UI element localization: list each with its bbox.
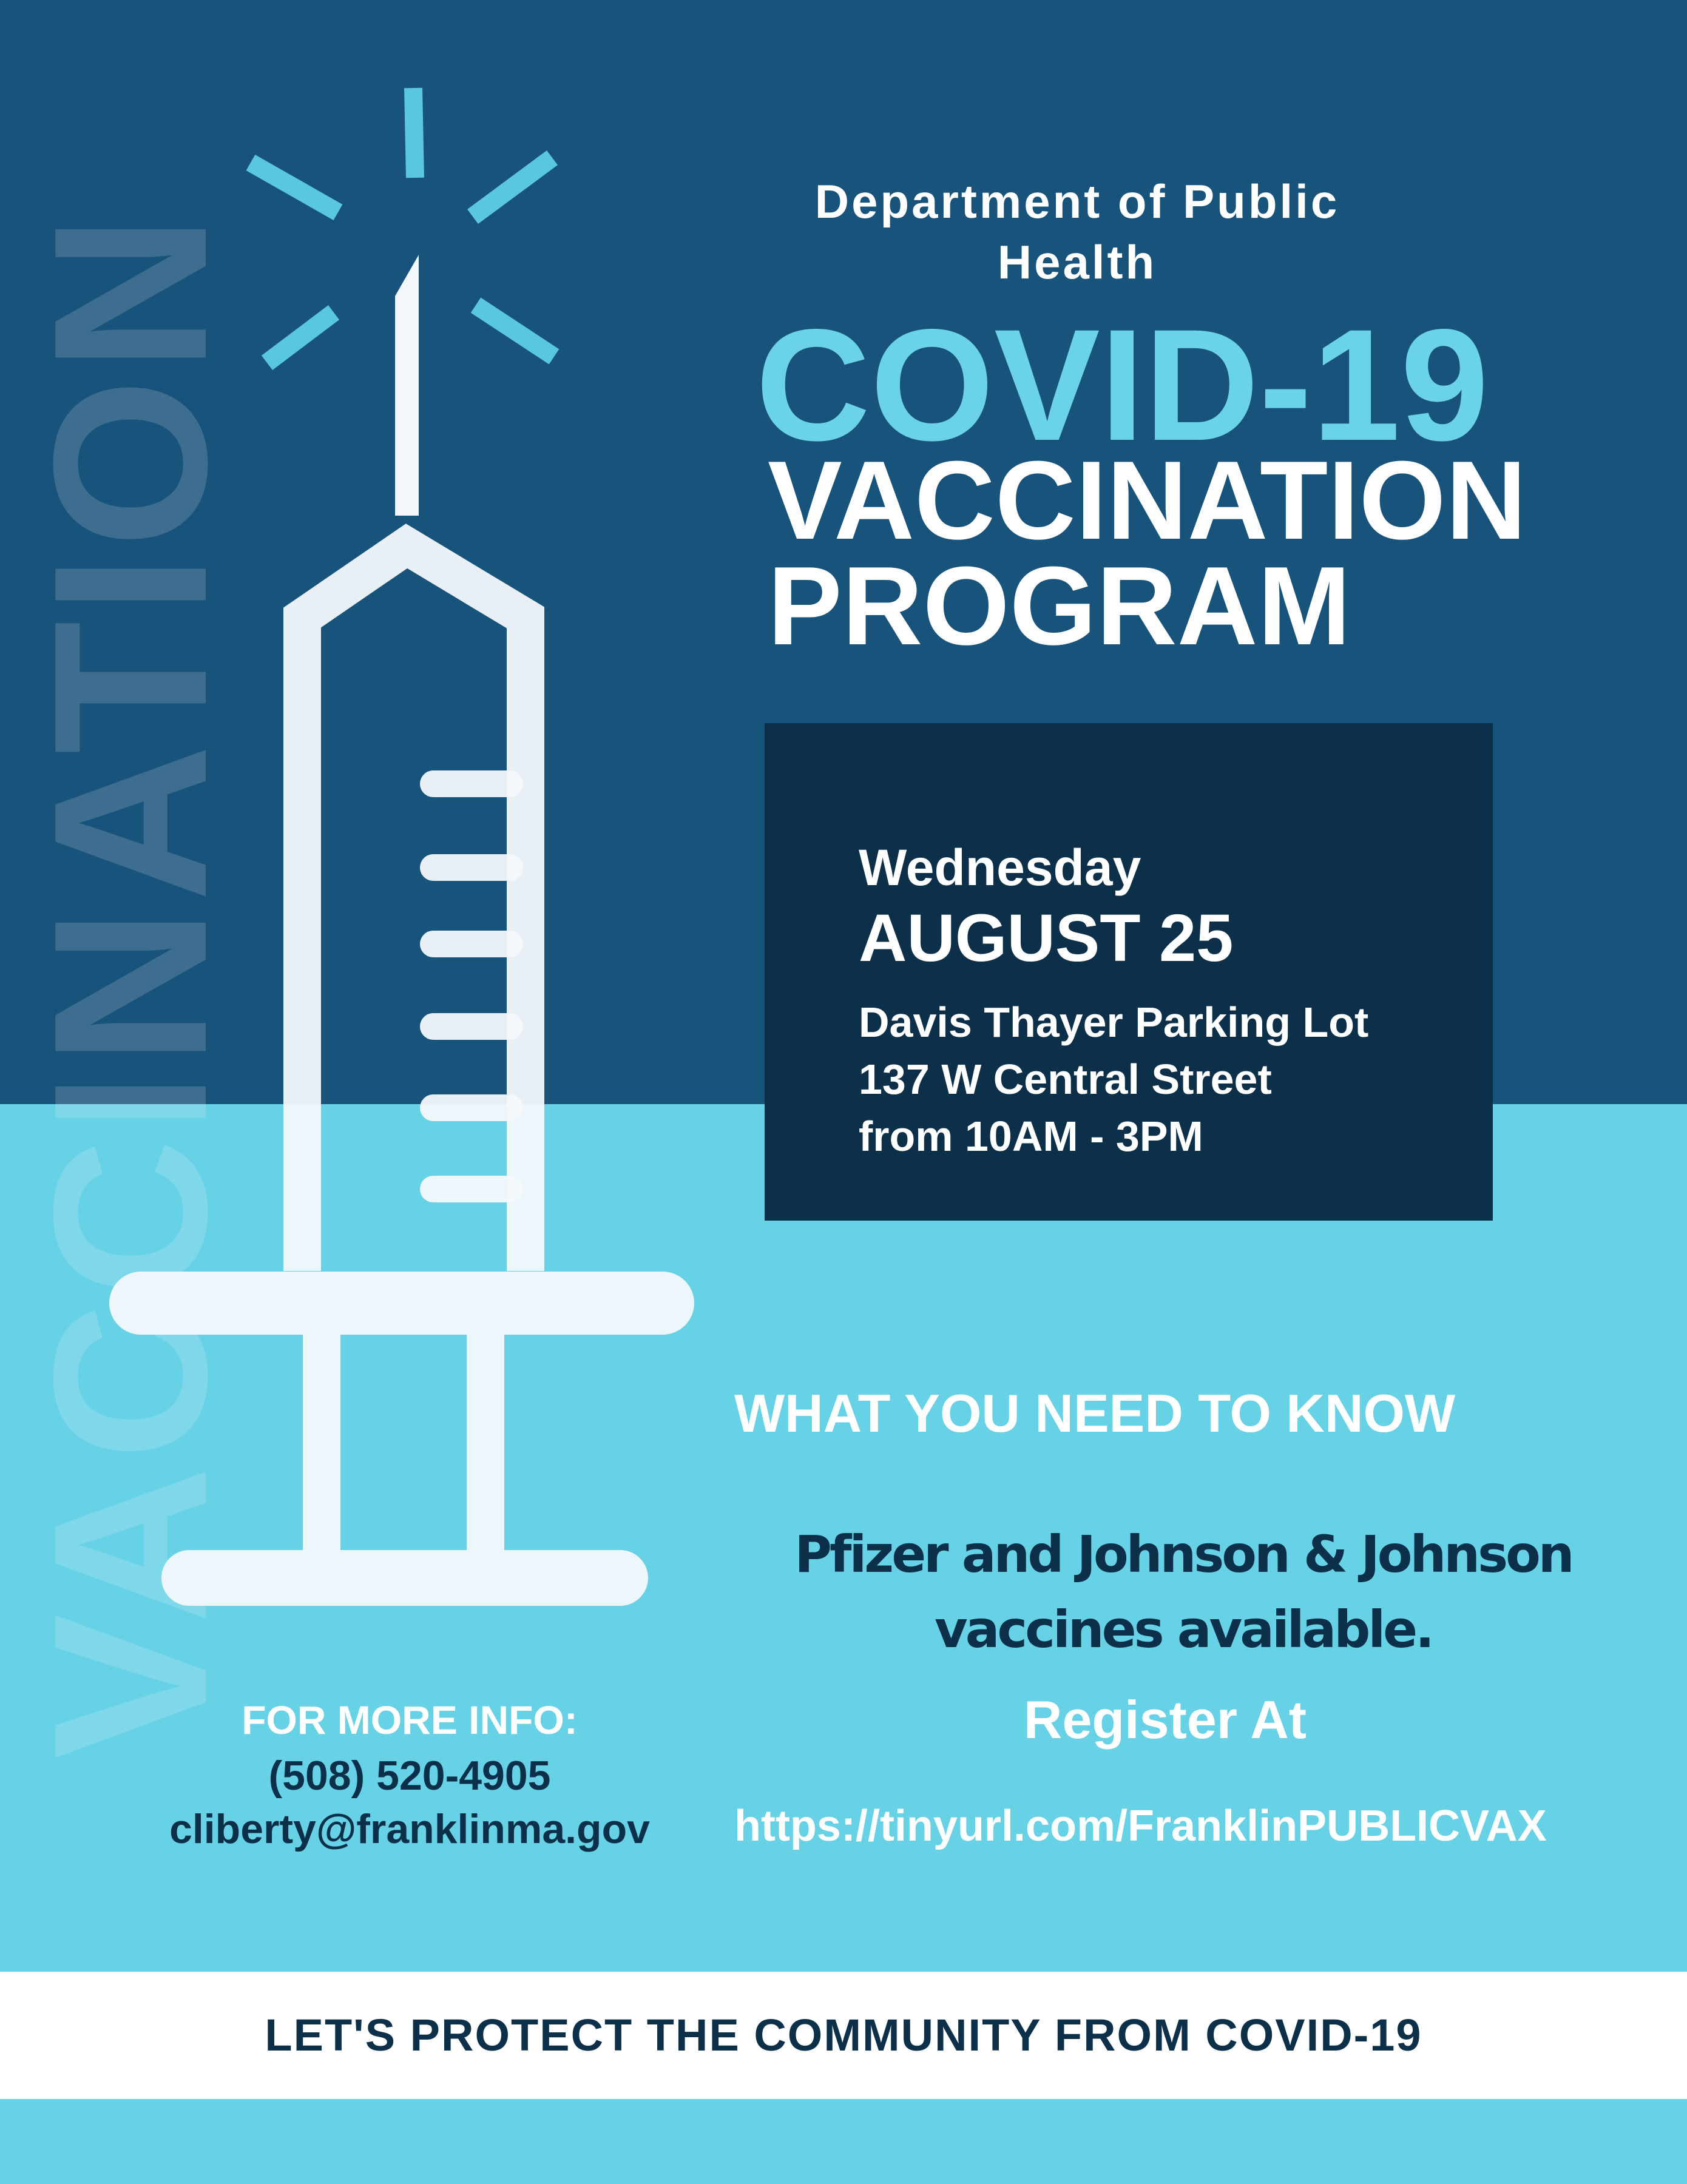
register-label: Register At [1023,1690,1307,1750]
footer-tagline: LET'S PROTECT THE COMMUNITY FROM COVID-19 [265,2010,1422,2060]
info-heading: WHAT YOU NEED TO KNOW [734,1383,1455,1443]
register-link[interactable]: https://tinyurl.com/FranklinPUBLICVAX [734,1802,1547,1850]
event-address: 137 W Central Street [859,1056,1272,1103]
event-location [859,994,1368,1165]
title-covid: COVID-19 [756,296,1489,474]
vaccines-available-text: Pfizer and Johnson & Johnson vaccines available. [794,1525,1572,1659]
title-program: PROGRAM [768,543,1351,668]
contact-label: FOR MORE INFO: [242,1697,578,1742]
background-vertical-word: VACCINATION [8,208,252,1759]
title-vaccination: VACCINATION [768,437,1527,562]
contact-email[interactable]: cliberty@franklinma.gov [169,1806,650,1852]
event-location-name: Davis Thayer Parking Lot [859,999,1369,1046]
event-time: from 10AM - 3PM [859,1113,1203,1160]
event-date: AUGUST 25 [859,901,1234,976]
department-name: Department of Public Health [814,175,1340,289]
contact-phone[interactable]: (508) 520-4905 [268,1753,551,1799]
event-day-of-week: Wednesday [859,839,1141,896]
